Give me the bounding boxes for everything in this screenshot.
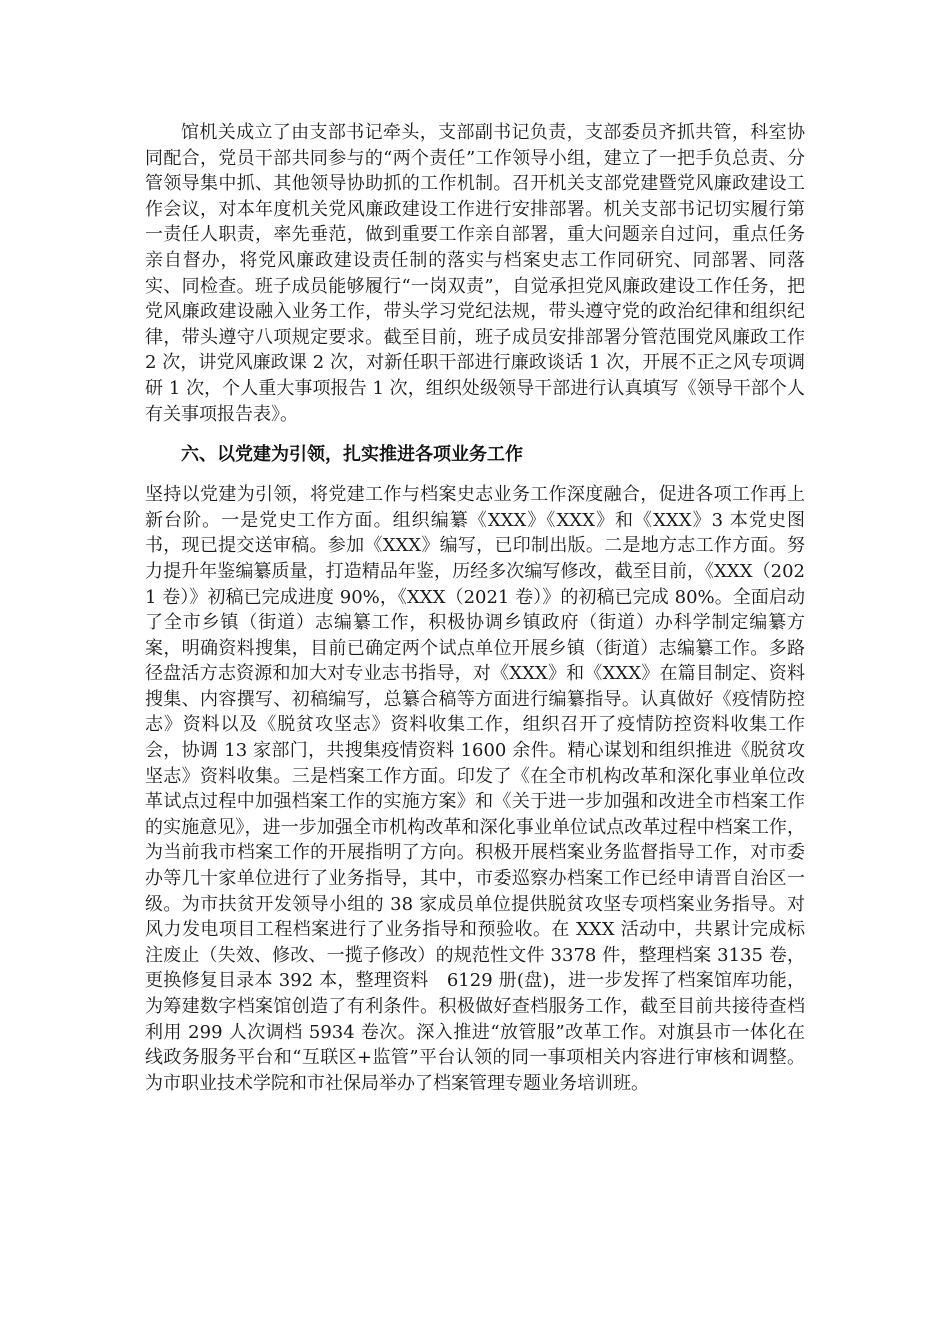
- body-paragraph-business-work: 坚持以党建为引领，将党建工作与档案史志业务工作深度融合，促进各项工作再上新台阶。一是党史工作方面。组织编纂《XXX》《XXX》和《XXX》3 本党史图书，现已提交送审稿。参加《XXX》编写，已印制出版。二是地方志工作方面。努力提升年鉴编纂质量，打造精品年鉴，历经多次编写修改，截至目前，《XXX（2021 卷）》初稿已完成进度 90%，《XXX（2021 卷）》的初稿已完成 80%。全面启动了全市乡镇（街道）志编纂工作，积极协调乡镇政府（街道）办科学制定编纂方案，明确资料搜集，目前已确定两个试点单位开展乡镇（街道）志编纂工作。多路径盘活方志资源和加大对专业志书指导，对《XXX》和《XXX》在篇目制定、资料搜集、内容撰写、初稿编写，总纂合稿等方面进行编纂指导。认真做好《疫情防控志》资料以及《脱贫攻坚志》资料收集工作，组织召开了疫情防控资料收集工作会，协调 13 家部门，共搜集疫情资料 1600 余件。精心谋划和组织推进《脱贫攻坚志》资料收集。三是档案工作方面。印发了《在全市机构改革和深化事业单位改革试点过程中加强档案工作的实施方案》和《关于进一步加强和改进全市档案工作的实施意见》，进一步加强全市机构改革和深化事业单位试点改革过程中档案工作，为当前我市档案工作的开展指明了方向。积极开展档案业务监督指导工作，对市委办等几十家单位进行了业务指导，其中，市委巡察办档案工作已经申请晋自治区一级。为市扶贫开发领导小组的 38 家成员单位提供脱贫攻坚专项档案业务指导。对风力发电项目工程档案进行了业务指导和预验收。在 XXX 活动中，共累计完成标注废止（失效、修改、一揽子修改）的规范性文件 3378 件，整理档案 3135 卷，更换修复目录本 392 本，整理资料 6129 册(盘)，进一步发挥了档案馆库功能，为筹建数字档案馆创造了有利条件。积极做好查档服务工作，截至目前共接待查档利用 299 人次调档 5934 卷次。深入推进“放管服”改革工作。对旗县市一体化在线政务服务平台和“互联区+监管”平台认领的同一事项相关内容进行审核和调整。为市职业技术学院和市社保局举办了档案管理专题业务培训班。: [145, 484, 805, 1094]
- section-heading-six: 六、以党建为引领，扎实推进各项业务工作: [181, 444, 523, 466]
- body-paragraph-party-conduct: 馆机关成立了由支部书记牵头，支部副书记负责，支部委员齐抓共管，科室协同配合，党员干部共同参与的“两个责任”工作领导小组，建立了一把手负总责、分管领导集中抓、其他领导协助抓的工作机制。召开机关支部党建暨党风廉政建设工作会议，对本年度机关党风廉政建设工作进行安排部署。机关支部书记切实履行第一责任人职责，率先垂范，做到重要工作亲自部署，重大问题亲自过问，重点任务亲自督办，将党风廉政建设责任制的落实与档案史志工作同研究、同部署、同落实、同检查。班子成员能够履行“一岗双责”，自觉承担党风廉政建设工作任务，把党风廉政建设融入业务工作，带头学习党纪法规，带头遵守党的政治纪律和组织纪律，带头遵守八项规定要求。截至目前，班子成员安排部署分管范围党风廉政工作 2 次，讲党风廉政课 2 次，对新任职干部进行廉政谈话 1 次，开展不正之风专项调研 1 次，个人重大事项报告 1 次，组织处级领导干部进行认真填写《领导干部个人有关事项报告表》。: [145, 122, 805, 425]
- document-page: [145, 120, 805, 1096]
